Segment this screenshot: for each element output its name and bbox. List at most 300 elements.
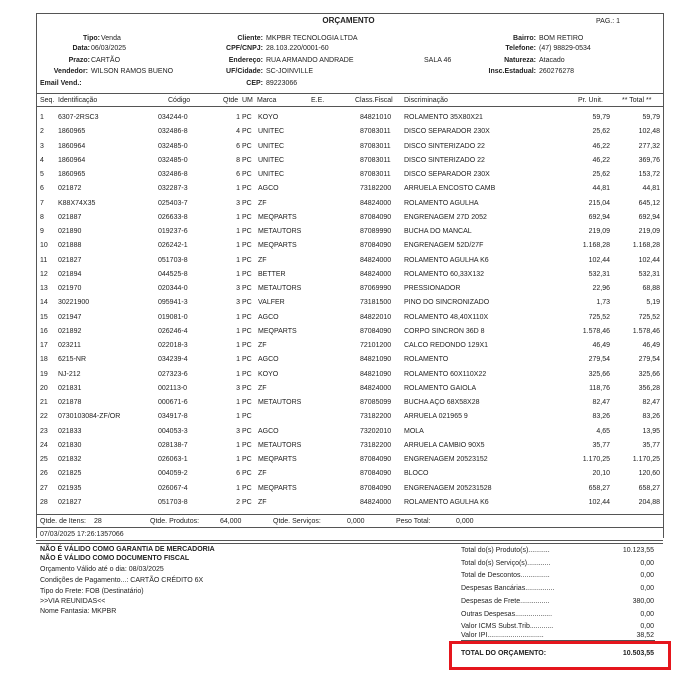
total-label: Total do(s) Serviço(s)............ — [461, 560, 551, 567]
cell-total: 68,88 — [642, 285, 660, 292]
grand-total-label: TOTAL DO ORÇAMENTO: — [461, 650, 547, 657]
cell-class: 87089990 — [360, 228, 392, 235]
cell-seq: 24 — [40, 441, 48, 449]
cell-marca: BETTER — [258, 270, 286, 278]
cell-qtde: 1 — [236, 242, 240, 250]
cell-marca: AGCO — [258, 427, 279, 435]
cell-class: 84824000 — [360, 256, 392, 264]
cell-desc: ROLAMENTO 48,40X110X — [404, 313, 489, 321]
cell-marca: MEQPARTS — [258, 327, 297, 335]
uf-value: SC-JOINVILLE — [266, 68, 314, 75]
cell-desc: MOLA — [404, 427, 424, 435]
cell-ident: 1860965 — [58, 171, 86, 178]
cell-um: PC — [242, 484, 252, 492]
col-qtde: Qtde — [223, 97, 239, 104]
cell-qtde: 3 — [236, 285, 240, 292]
cell-qtde: 3 — [236, 427, 240, 435]
total-label: Total do(s) Produto(s)........... — [461, 547, 550, 554]
table-bottom-divider — [36, 514, 663, 515]
cell-marca: ZF — [258, 470, 267, 478]
total-value: 0,00 — [640, 585, 654, 592]
cell-ident: 021825 — [58, 470, 82, 478]
data-value: 06/03/2025 — [91, 45, 127, 52]
cell-marca: AGCO — [258, 356, 279, 364]
cell-desc: ARRUELA ENCOSTO CAMB — [404, 185, 496, 193]
total-value: 0,00 — [640, 611, 654, 618]
left-border — [36, 13, 37, 538]
cell-ident: 021878 — [58, 399, 82, 406]
cell-unit: 25,62 — [592, 128, 610, 136]
cell-seq: 2 — [40, 128, 44, 136]
cell-class: 87084090 — [360, 213, 392, 221]
cell-total: 59,79 — [642, 114, 660, 121]
cell-um: PC — [242, 370, 252, 378]
cliente-value: MKPBR TECNOLOGIA LTDA — [266, 35, 358, 42]
cell-um: PC — [242, 299, 252, 307]
col-unit: Pr. Unit. — [578, 97, 603, 104]
top-border — [36, 13, 663, 14]
cell-class: 87084090 — [360, 242, 392, 250]
cell-um: PC — [242, 313, 252, 321]
cell-ident: 021888 — [58, 242, 82, 250]
total-label: Despesas de Frete............... — [461, 598, 550, 605]
cell-ident: 1860965 — [58, 128, 86, 136]
cell-total: 645,12 — [638, 199, 660, 207]
cell-qtde: 1 — [236, 256, 240, 264]
cell-codigo: 004053-3 — [158, 427, 188, 435]
qtde-servicos-value: 0,000 — [347, 518, 365, 525]
bairro-value: BOM RETIRO — [539, 35, 584, 42]
cell-total: 219,09 — [638, 228, 660, 235]
cell-ident: 0730103084-ZF/OR — [58, 413, 121, 421]
cell-um: PC — [242, 285, 252, 292]
cell-total: 725,52 — [638, 313, 660, 321]
cell-marca: ZF — [258, 199, 267, 207]
cell-unit: 1,73 — [596, 299, 610, 307]
summary-divider — [36, 527, 663, 528]
natureza-label: Natureza: — [504, 57, 536, 64]
cell-total: 1.578,46 — [632, 327, 660, 335]
cell-marca: METAUTORS — [258, 285, 302, 292]
header-divider-bottom — [36, 106, 663, 107]
cell-unit: 532,31 — [588, 270, 610, 278]
cell-um: PC — [242, 199, 252, 207]
cell-marca: ZF — [258, 256, 267, 264]
cell-codigo: 022018-3 — [158, 342, 188, 349]
cell-marca: AGCO — [258, 185, 279, 193]
cell-total: 44,81 — [642, 185, 660, 193]
cell-marca: VALFER — [258, 299, 285, 307]
cell-unit: 725,52 — [588, 313, 610, 321]
col-class: Class.Fiscal — [355, 97, 393, 104]
cell-um: PC — [242, 342, 252, 349]
grand-total-value: 10.503,55 — [622, 650, 654, 657]
uf-label: UF/Cidade: — [226, 68, 263, 75]
cell-ident: 021887 — [58, 213, 82, 221]
cell-unit: 46,49 — [592, 342, 610, 349]
cell-codigo: 051703-8 — [158, 498, 188, 506]
cell-qtde: 1 — [236, 441, 240, 449]
cell-unit: 46,22 — [592, 156, 610, 164]
cell-marca: ZF — [258, 498, 267, 506]
cell-total: 658,27 — [638, 484, 660, 492]
cell-qtde: 1 — [236, 342, 240, 349]
cell-marca: METAUTORS — [258, 228, 302, 235]
cell-class: 87083011 — [360, 142, 391, 150]
cell-seq: 25 — [40, 456, 48, 463]
telefone-value: (47) 98829-0534 — [539, 45, 591, 52]
cell-codigo: 095941-3 — [158, 299, 188, 307]
cell-seq: 16 — [40, 327, 48, 335]
cell-total: 279,54 — [638, 356, 660, 364]
col-ident: Identificação — [58, 97, 98, 104]
cell-codigo: 034917-8 — [158, 413, 188, 421]
cell-seq: 12 — [40, 270, 48, 278]
cell-um: PC — [242, 128, 252, 136]
cell-total: 82,47 — [642, 399, 660, 406]
cell-um: PC — [242, 456, 252, 463]
cell-unit: 102,44 — [588, 256, 610, 264]
cell-codigo: 026242-1 — [158, 242, 188, 250]
cell-um: PC — [242, 498, 252, 506]
cell-class: 73202010 — [360, 427, 392, 435]
cell-class: 87084090 — [360, 456, 392, 463]
cell-total: 1.170,25 — [632, 456, 660, 463]
cell-unit: 1.168,28 — [582, 242, 610, 250]
vendedor-value: WILSON RAMOS BUENO — [91, 68, 174, 75]
cell-qtde: 3 — [236, 199, 240, 207]
cell-ident: 021827 — [58, 498, 82, 506]
cell-um: PC — [242, 399, 252, 406]
note-fiscal: NÃO É VÁLIDO COMO DOCUMENTO FISCAL — [40, 555, 190, 562]
vendedor-label: Vendedor: — [53, 68, 88, 75]
cell-seq: 17 — [40, 342, 48, 349]
cell-ident: 6307-2RSC3 — [58, 114, 99, 121]
cell-unit: 215,04 — [588, 199, 610, 207]
footer-divider-top — [36, 540, 663, 541]
cep-label: CEP: — [246, 80, 263, 87]
cell-unit: 46,22 — [592, 142, 610, 150]
cell-marca: ZF — [258, 384, 267, 392]
cell-unit: 44,81 — [592, 185, 610, 193]
cell-codigo: 032485-0 — [158, 156, 188, 164]
cell-qtde: 1 — [236, 356, 240, 364]
cell-class: 84824000 — [360, 498, 392, 506]
cell-unit: 82,47 — [592, 399, 610, 406]
document-title: ORÇAMENTO — [322, 16, 375, 25]
cell-ident: 1860964 — [58, 142, 86, 150]
cell-unit: 1.170,25 — [582, 456, 610, 463]
cell-marca: MEQPARTS — [258, 484, 297, 492]
cell-class: 87069990 — [360, 285, 392, 292]
cell-unit: 325,66 — [588, 370, 610, 378]
inscricao-value: 260276278 — [539, 68, 575, 75]
cell-um: PC — [242, 256, 252, 264]
cell-seq: 22 — [40, 413, 48, 421]
cell-qtde: 6 — [236, 171, 240, 178]
qtde-itens-value: 28 — [94, 518, 102, 525]
cell-um: PC — [242, 213, 252, 221]
cell-total: 356,28 — [638, 384, 660, 392]
cell-seq: 15 — [40, 313, 48, 321]
cell-seq: 19 — [40, 370, 48, 378]
cell-desc: ENGRENAGEM 52D/27F — [404, 242, 484, 250]
cell-um: PC — [242, 270, 252, 278]
peso-value: 0,000 — [456, 518, 474, 525]
cell-class: 87084090 — [360, 484, 392, 492]
note-fantasia: Nome Fantasia: MKPBR — [40, 608, 117, 615]
cell-total: 120,60 — [638, 470, 660, 478]
cell-desc: ENGRENAGEM 20523152 — [404, 456, 488, 463]
cell-class: 84824000 — [360, 199, 392, 207]
cell-codigo: 026063-1 — [158, 456, 188, 463]
cell-ident: 6215-NR — [58, 356, 87, 364]
cell-um: PC — [242, 327, 252, 335]
col-marca: Marca — [257, 97, 277, 104]
cell-desc: ARRUELA CAMBIO 90X5 — [404, 441, 485, 449]
total-value: 38,52 — [636, 632, 654, 639]
cell-total: 46,49 — [642, 342, 660, 349]
cell-seq: 7 — [40, 199, 44, 207]
cell-class: 84824000 — [360, 384, 392, 392]
cell-total: 692,94 — [638, 213, 660, 221]
cell-desc: ROLAMENTO AGULHA — [404, 199, 479, 207]
cell-qtde: 3 — [236, 384, 240, 392]
qtde-servicos-label: Qtde. Serviços: — [273, 518, 321, 525]
cell-qtde: 2 — [236, 498, 240, 506]
cell-total: 204,88 — [638, 498, 660, 506]
cell-ident: 021970 — [58, 285, 82, 292]
cell-unit: 658,27 — [588, 484, 610, 492]
cell-class: 73182200 — [360, 441, 392, 449]
cell-class: 72101200 — [360, 342, 392, 349]
cell-codigo: 032486-8 — [158, 171, 188, 178]
cell-total: 369,76 — [638, 156, 660, 164]
cell-desc: DISCO SEPARADOR 230X — [404, 171, 490, 178]
cell-unit: 83,26 — [592, 413, 610, 421]
cell-seq: 20 — [40, 384, 48, 392]
cell-marca: METAUTORS — [258, 399, 302, 406]
cell-total: 5,19 — [646, 299, 660, 307]
cell-codigo: 000671-6 — [158, 399, 188, 406]
cell-codigo: 026633-8 — [158, 213, 188, 221]
cliente-label: Cliente: — [237, 35, 263, 42]
cell-codigo: 032287-3 — [158, 185, 188, 193]
cell-um: PC — [242, 242, 252, 250]
cell-seq: 26 — [40, 470, 48, 478]
timestamp: 07/03/2025 17:26:1357066 — [40, 531, 124, 538]
page-number: PAG.: 1 — [596, 18, 620, 25]
cell-class: 84822010 — [360, 313, 392, 321]
cell-um: PC — [242, 142, 252, 150]
bairro-label: Bairro: — [513, 35, 536, 42]
cell-codigo: 002113-0 — [158, 384, 188, 392]
cell-seq: 5 — [40, 171, 44, 178]
cell-um: PC — [242, 228, 252, 235]
cell-seq: 9 — [40, 228, 44, 235]
cell-desc: PINO DO SINCRONIZADO — [404, 299, 490, 307]
cell-qtde: 1 — [236, 114, 240, 121]
data-label: Data: — [72, 45, 90, 52]
cell-marca: METAUTORS — [258, 441, 302, 449]
note-validade: Orçamento Válido até o dia: 08/03/2025 — [40, 566, 164, 573]
cell-codigo: 027323-6 — [158, 370, 188, 378]
cell-codigo: 034244-0 — [158, 114, 188, 121]
cell-codigo: 026067-4 — [158, 484, 188, 492]
telefone-label: Telefone: — [505, 45, 536, 52]
cpf-label: CPF/CNPJ: — [226, 45, 263, 52]
cell-seq: 8 — [40, 213, 44, 221]
cell-total: 83,26 — [642, 413, 660, 421]
cell-desc: DISCO SEPARADOR 230X — [404, 128, 490, 136]
cell-desc: ARRUELA 021965 9 — [404, 413, 468, 421]
cell-qtde: 1 — [236, 456, 240, 463]
cell-desc: ROLAMENTO 60,33X132 — [404, 270, 485, 278]
cell-ident: 021890 — [58, 228, 82, 235]
col-codigo: Código — [168, 97, 191, 104]
cell-unit: 20,10 — [592, 470, 610, 478]
cell-qtde: 6 — [236, 470, 240, 478]
cell-total: 102,48 — [638, 128, 660, 136]
cell-um: PC — [242, 413, 252, 421]
note-condicoes: Condições de Pagamento...: CARTÃO CRÉDITO 6X — [40, 577, 204, 584]
cell-seq: 18 — [40, 356, 48, 364]
cell-codigo: 032486-8 — [158, 128, 188, 136]
cell-marca: KOYO — [258, 114, 279, 121]
cell-unit: 4,65 — [596, 427, 610, 435]
cell-qtde: 4 — [236, 128, 240, 136]
note-via: >>VIA REUNIDAS<< — [40, 598, 106, 605]
cell-marca: ZF — [258, 342, 267, 349]
cell-unit: 22,96 — [592, 285, 610, 292]
col-ee: E.E. — [311, 97, 325, 104]
total-value: 0,00 — [640, 572, 654, 579]
endereco-label: Endereço: — [228, 57, 263, 64]
cell-ident: 021892 — [58, 327, 82, 335]
cell-desc: ROLAMENTO 35X80X21 — [404, 114, 483, 121]
cell-marca: MEQPARTS — [258, 242, 297, 250]
cell-seq: 28 — [40, 498, 48, 506]
cell-desc: CORPO SINCRON 36D 8 — [404, 327, 485, 335]
cell-total: 1.168,28 — [632, 242, 660, 250]
col-desc: Discriminação — [404, 97, 448, 104]
total-label: Valor IPI............................. — [461, 632, 544, 639]
total-value: 0,00 — [640, 560, 654, 567]
cell-um: PC — [242, 356, 252, 364]
cell-ident: 021831 — [58, 384, 82, 392]
cell-qtde: 1 — [236, 327, 240, 335]
cell-unit: 25,62 — [592, 171, 610, 178]
cell-um: PC — [242, 156, 252, 164]
col-seq: Seq. — [40, 97, 55, 104]
complemento-value: SALA 46 — [424, 57, 452, 64]
cell-desc: BUCHA DO MANCAL — [404, 228, 472, 235]
total-label: Valor ICMS Subst.Trib............ — [461, 623, 554, 630]
cell-ident: 021832 — [58, 456, 82, 463]
cell-um: PC — [242, 384, 252, 392]
right-border — [663, 13, 664, 538]
qtde-produtos-value: 64,000 — [220, 518, 242, 525]
cell-um: PC — [242, 470, 252, 478]
cell-class: 87084090 — [360, 327, 392, 335]
inscricao-label: Insc.Estadual: — [488, 68, 536, 75]
cell-class: 87085099 — [360, 399, 392, 406]
cell-total: 277,32 — [638, 142, 660, 150]
cell-codigo: 019081-0 — [158, 313, 188, 321]
cell-class: 87083011 — [360, 171, 391, 178]
cell-codigo: 051703-8 — [158, 256, 188, 264]
cell-codigo: 044525-8 — [158, 270, 188, 278]
endereco-value: RUA ARMANDO ANDRADE — [266, 57, 354, 64]
cell-qtde: 1 — [236, 484, 240, 492]
cell-seq: 3 — [40, 142, 44, 150]
cell-marca: UNITEC — [258, 156, 285, 164]
cell-ident: 021830 — [58, 441, 82, 449]
col-total: ** Total ** — [622, 97, 652, 104]
cell-um: PC — [242, 185, 252, 193]
cell-desc: ROLAMENTO 60X110X22 — [404, 370, 487, 378]
cep-value: 89223066 — [266, 80, 298, 87]
cell-ident: 023211 — [58, 342, 81, 349]
cell-desc: PRESSIONADOR — [404, 285, 461, 292]
tipo-value: Venda — [101, 35, 121, 42]
cell-unit: 102,44 — [588, 498, 610, 506]
cell-desc: ROLAMENTO — [404, 356, 449, 364]
cell-seq: 10 — [40, 242, 48, 250]
cell-desc: ROLAMENTO AGULHA K6 — [404, 256, 489, 264]
cell-seq: 1 — [40, 114, 44, 121]
cell-marca: UNITEC — [258, 142, 285, 150]
cell-desc: DISCO SINTERIZADO 22 — [404, 156, 485, 164]
cell-class: 84821090 — [360, 370, 392, 378]
footer-divider-bottom — [36, 543, 663, 544]
cell-desc: BUCHA AÇO 68X58X28 — [404, 399, 480, 406]
cell-unit: 35,77 — [592, 441, 610, 449]
tipo-label: Tipo: — [83, 35, 100, 42]
col-um: UM — [242, 97, 253, 104]
cell-codigo: 004059-2 — [158, 470, 188, 478]
cell-marca: UNITEC — [258, 128, 285, 136]
cell-ident: NJ-212 — [58, 370, 81, 378]
cell-seq: 13 — [40, 285, 48, 292]
cell-desc: ENGRENAGEM 27D 2052 — [404, 213, 487, 221]
cell-codigo: 025403-7 — [158, 199, 188, 207]
cell-marca: MEQPARTS — [258, 456, 297, 463]
cell-unit: 279,54 — [588, 356, 610, 364]
cell-qtde: 6 — [236, 142, 240, 150]
cell-total: 325,66 — [638, 370, 660, 378]
cell-total: 13,95 — [642, 427, 660, 435]
cell-ident: 021833 — [58, 427, 82, 435]
prazo-value: CARTÃO — [91, 57, 121, 64]
cell-desc: ENGRENAGEM 205231528 — [404, 484, 492, 492]
total-value: 10.123,55 — [622, 547, 654, 554]
cell-desc: BLOCO — [404, 470, 429, 478]
cell-ident: K88X74X35 — [58, 199, 96, 207]
cell-seq: 27 — [40, 484, 48, 492]
cell-class: 73181500 — [360, 299, 392, 307]
cell-ident: 30221900 — [58, 299, 90, 307]
note-warranty: NÃO É VÁLIDO COMO GARANTIA DE MERCADORIA — [40, 546, 215, 553]
cell-qtde: 1 — [236, 413, 240, 421]
cell-um: PC — [242, 114, 252, 121]
cell-class: 87083011 — [360, 156, 391, 164]
total-label: Despesas Bancárias............... — [461, 585, 555, 592]
cell-marca: UNITEC — [258, 171, 285, 178]
cell-codigo: 026246-4 — [158, 327, 188, 335]
cell-qtde: 1 — [236, 213, 240, 221]
cell-marca: MEQPARTS — [258, 213, 297, 221]
